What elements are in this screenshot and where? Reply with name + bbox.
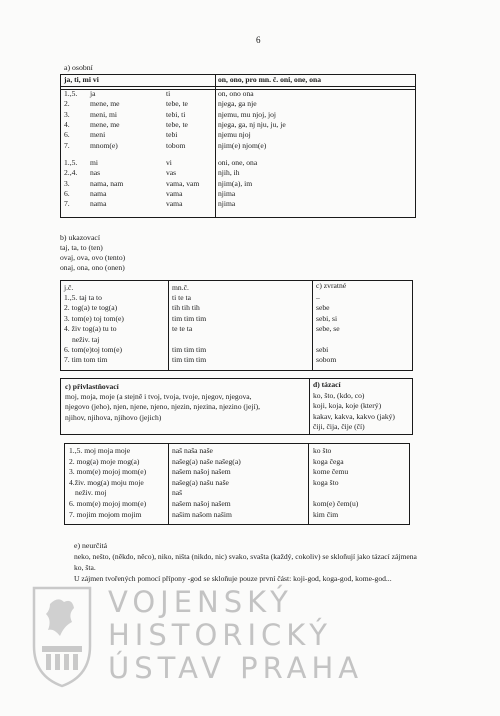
plural-third-form: njima [218,199,236,209]
demonstrative-plural: te te ta [172,324,193,334]
interrogative-line: ko, što, (kdo, co) [313,391,365,400]
section-b-heading: b) ukazovací [60,233,101,242]
reflexive-form: – [316,293,320,302]
plural-third-form: oni, one, ona [218,158,258,167]
row-number: 6. [64,188,70,198]
demonstrative-plural: ti te ta [172,293,191,302]
possessive-moj-form: 7. mojim mojom mojim [69,509,142,519]
possessive-line: njegovo (jeho), njen, njene, njeno, njezin, njezina, njezino (její), [65,402,261,412]
plural-first-form: nama, nam [90,178,124,188]
watermark-line-3: ÚSTAV PRAHA [108,651,364,685]
interrogative-line: koji, koja, koje (který) [313,401,382,411]
singular-form: mene, me [90,99,120,109]
possessive-nas-form: našem našoj našem [172,499,231,508]
possessive-moj-form: 4.živ. mog(a) moju moje [69,477,144,487]
reflexive-form: sebi [316,345,329,354]
section-e-line: ko, šta. [74,563,96,572]
possessive-nas-form: naš [172,488,183,498]
plural-first-form: mi [90,158,99,167]
possessive-moj-form: 6. mom(e) mojoj mom(e) [69,499,147,508]
demonstrative-singular: neživ. taj [72,334,100,344]
second-person-form: tebi [166,130,178,140]
plural-third-form: njima [218,188,236,198]
singular-form: mene, me [90,119,120,129]
section-e-heading: e) neurčitá [74,541,108,550]
plural-second-form: vama [166,188,183,198]
possessive-moj-form: 3. mom(e) mojoj mom(e) [69,467,147,477]
interrogative-form: koga čega [313,456,344,466]
plural-first-form: nama [90,199,107,209]
interrogative-form: kim čim [313,509,339,519]
possessive-moj-form: 2. mog(a) moje mog(a) [69,456,140,466]
second-person-form: tebe, te [166,99,188,109]
plural-second-form: vi [166,158,172,167]
section-a-header-right: on, ono, pro mn. č. oni, one, ona [218,75,322,84]
plural-second-form: vama, vam [166,178,200,188]
page-number: 6 [256,35,261,45]
row-number: 2.,4. [64,168,78,178]
row-number: 3. [64,109,70,119]
demonstrative-singular: 1.,5. taj ta to [64,293,102,302]
singular-form: mnom(e) [90,140,118,150]
plural-first-form: nas [90,168,101,178]
plural-second-form: vas [166,168,177,178]
plural-second-form: vama [166,199,183,209]
second-person-form: ti [166,89,171,98]
reflexive-form: sobom [316,355,337,365]
possessive-nas-form: našem našoj našem [172,467,231,477]
third-person-form: njemu, mu njoj, joj [218,109,277,119]
second-person-form: tebi, ti [166,109,186,119]
crest-logo [28,584,96,690]
demonstrative-plural: tih tih tih [172,303,200,313]
third-person-form: on, ono ona [218,89,254,98]
row-number: 2. [64,99,70,109]
section-a-header-left: ja, ti, mi vi [64,75,99,84]
reflexive-header: c) zvratné [316,281,347,290]
row-number: 7. [64,199,70,209]
demonstrative-plural: tim tim tim [172,345,207,354]
demonstrative-plural: tim tim tim [172,313,207,323]
possessive-moj-form: 1.,5. moj moja moje [69,446,131,455]
demonstrative-plural: tim tim tim [172,355,207,365]
demonstrative-col1-header: j.č. [64,283,74,292]
plural-first-form: nama [90,188,107,198]
third-person-form: njega, ga, nj nju, ju, je [218,119,286,129]
interrogative-form: ko što [313,446,332,455]
row-number: 3. [64,178,70,188]
row-number: 7. [64,140,70,150]
third-person-form: njemu njoj [218,130,251,140]
demonstrative-singular: 3. tom(e) toj tom(e) [64,313,124,323]
demonstrative-col2-header: mn.č. [172,283,189,292]
demonstrative-singular: 7. tim tom tim [64,355,108,365]
possessive-line: njihov, njihova, njihovo (jejich) [65,412,162,422]
section-e-line: neko, nešto, (někdo, něco), niko, ništa (nikdo, nic) svako, svašta (každý, cokoliv) se skloňují jako tázací zájmena [74,552,417,561]
interrogative-form: koga što [313,477,339,487]
singular-form: ja [90,89,96,98]
demonstrative-singular: 6. tom(e)toj tom(e) [64,345,122,354]
watermark-line-1: VOJENSKÝ [108,585,293,619]
reflexive-form: sebe, se [316,324,340,334]
row-number: 6. [64,130,70,140]
plural-third-form: njim(a), im [218,178,253,188]
interrogative-line: kakav, kakva, kakvo (jaký) [313,411,395,421]
section-a-heading: a) osobní [64,63,93,72]
second-person-form: tobom [166,140,186,150]
reflexive-form: sebe [316,303,330,313]
row-number: 1.,5. [64,158,78,167]
possessive-heading: c) přivlastňovací [65,382,119,391]
possessive-nas-form: našeg(a) našu naše [172,477,229,487]
possessive-nas-form: naš naša naše [172,446,213,455]
third-person-form: njega, ga nje [218,99,257,109]
interrogative-form: kom(e) čem(u) [313,499,359,508]
demonstrative-singular: 2. tog(a) te tog(a) [64,303,118,313]
reflexive-form: sebi, si [316,313,338,323]
singular-form: meni, mi [90,109,117,119]
third-person-form: njim(e) njom(e) [218,140,267,150]
row-number: 4. [64,119,70,129]
interrogative-heading: d) tázací [313,380,341,389]
section-b-line: ovaj, ova, ovo (tento) [60,253,126,262]
demonstrative-singular: 4. živ tog(a) tu to [64,324,117,334]
watermark-line-2: HISTORICKÝ [108,618,332,652]
possessive-line: moj, moja, moje (a stejně i tvoj, tvoja, tvoje, njegov, njegova, [65,392,252,401]
section-b-line: onaj, ona, ono (onen) [60,263,125,272]
second-person-form: tebe, te [166,119,188,129]
possessive-nas-form: našim našom našim [172,509,232,519]
possessive-moj-form: neživ. moj [75,488,107,498]
section-e-line: U zájmen tvořených pomocí přípony -god se skloňuje pouze první část: koji-god, koga-god, kome-god... [74,574,392,583]
row-number: 1.,5. [64,89,78,98]
interrogative-form: kome čemu [313,467,349,477]
plural-third-form: njih, ih [218,168,240,178]
interrogative-line: čiji, čija, čije (čí) [313,421,365,431]
singular-form: meni [90,130,106,140]
possessive-nas-form: našeg(a) naše našeg(a) [172,456,241,466]
section-b-line: taj, ta, to (ten) [60,243,103,252]
